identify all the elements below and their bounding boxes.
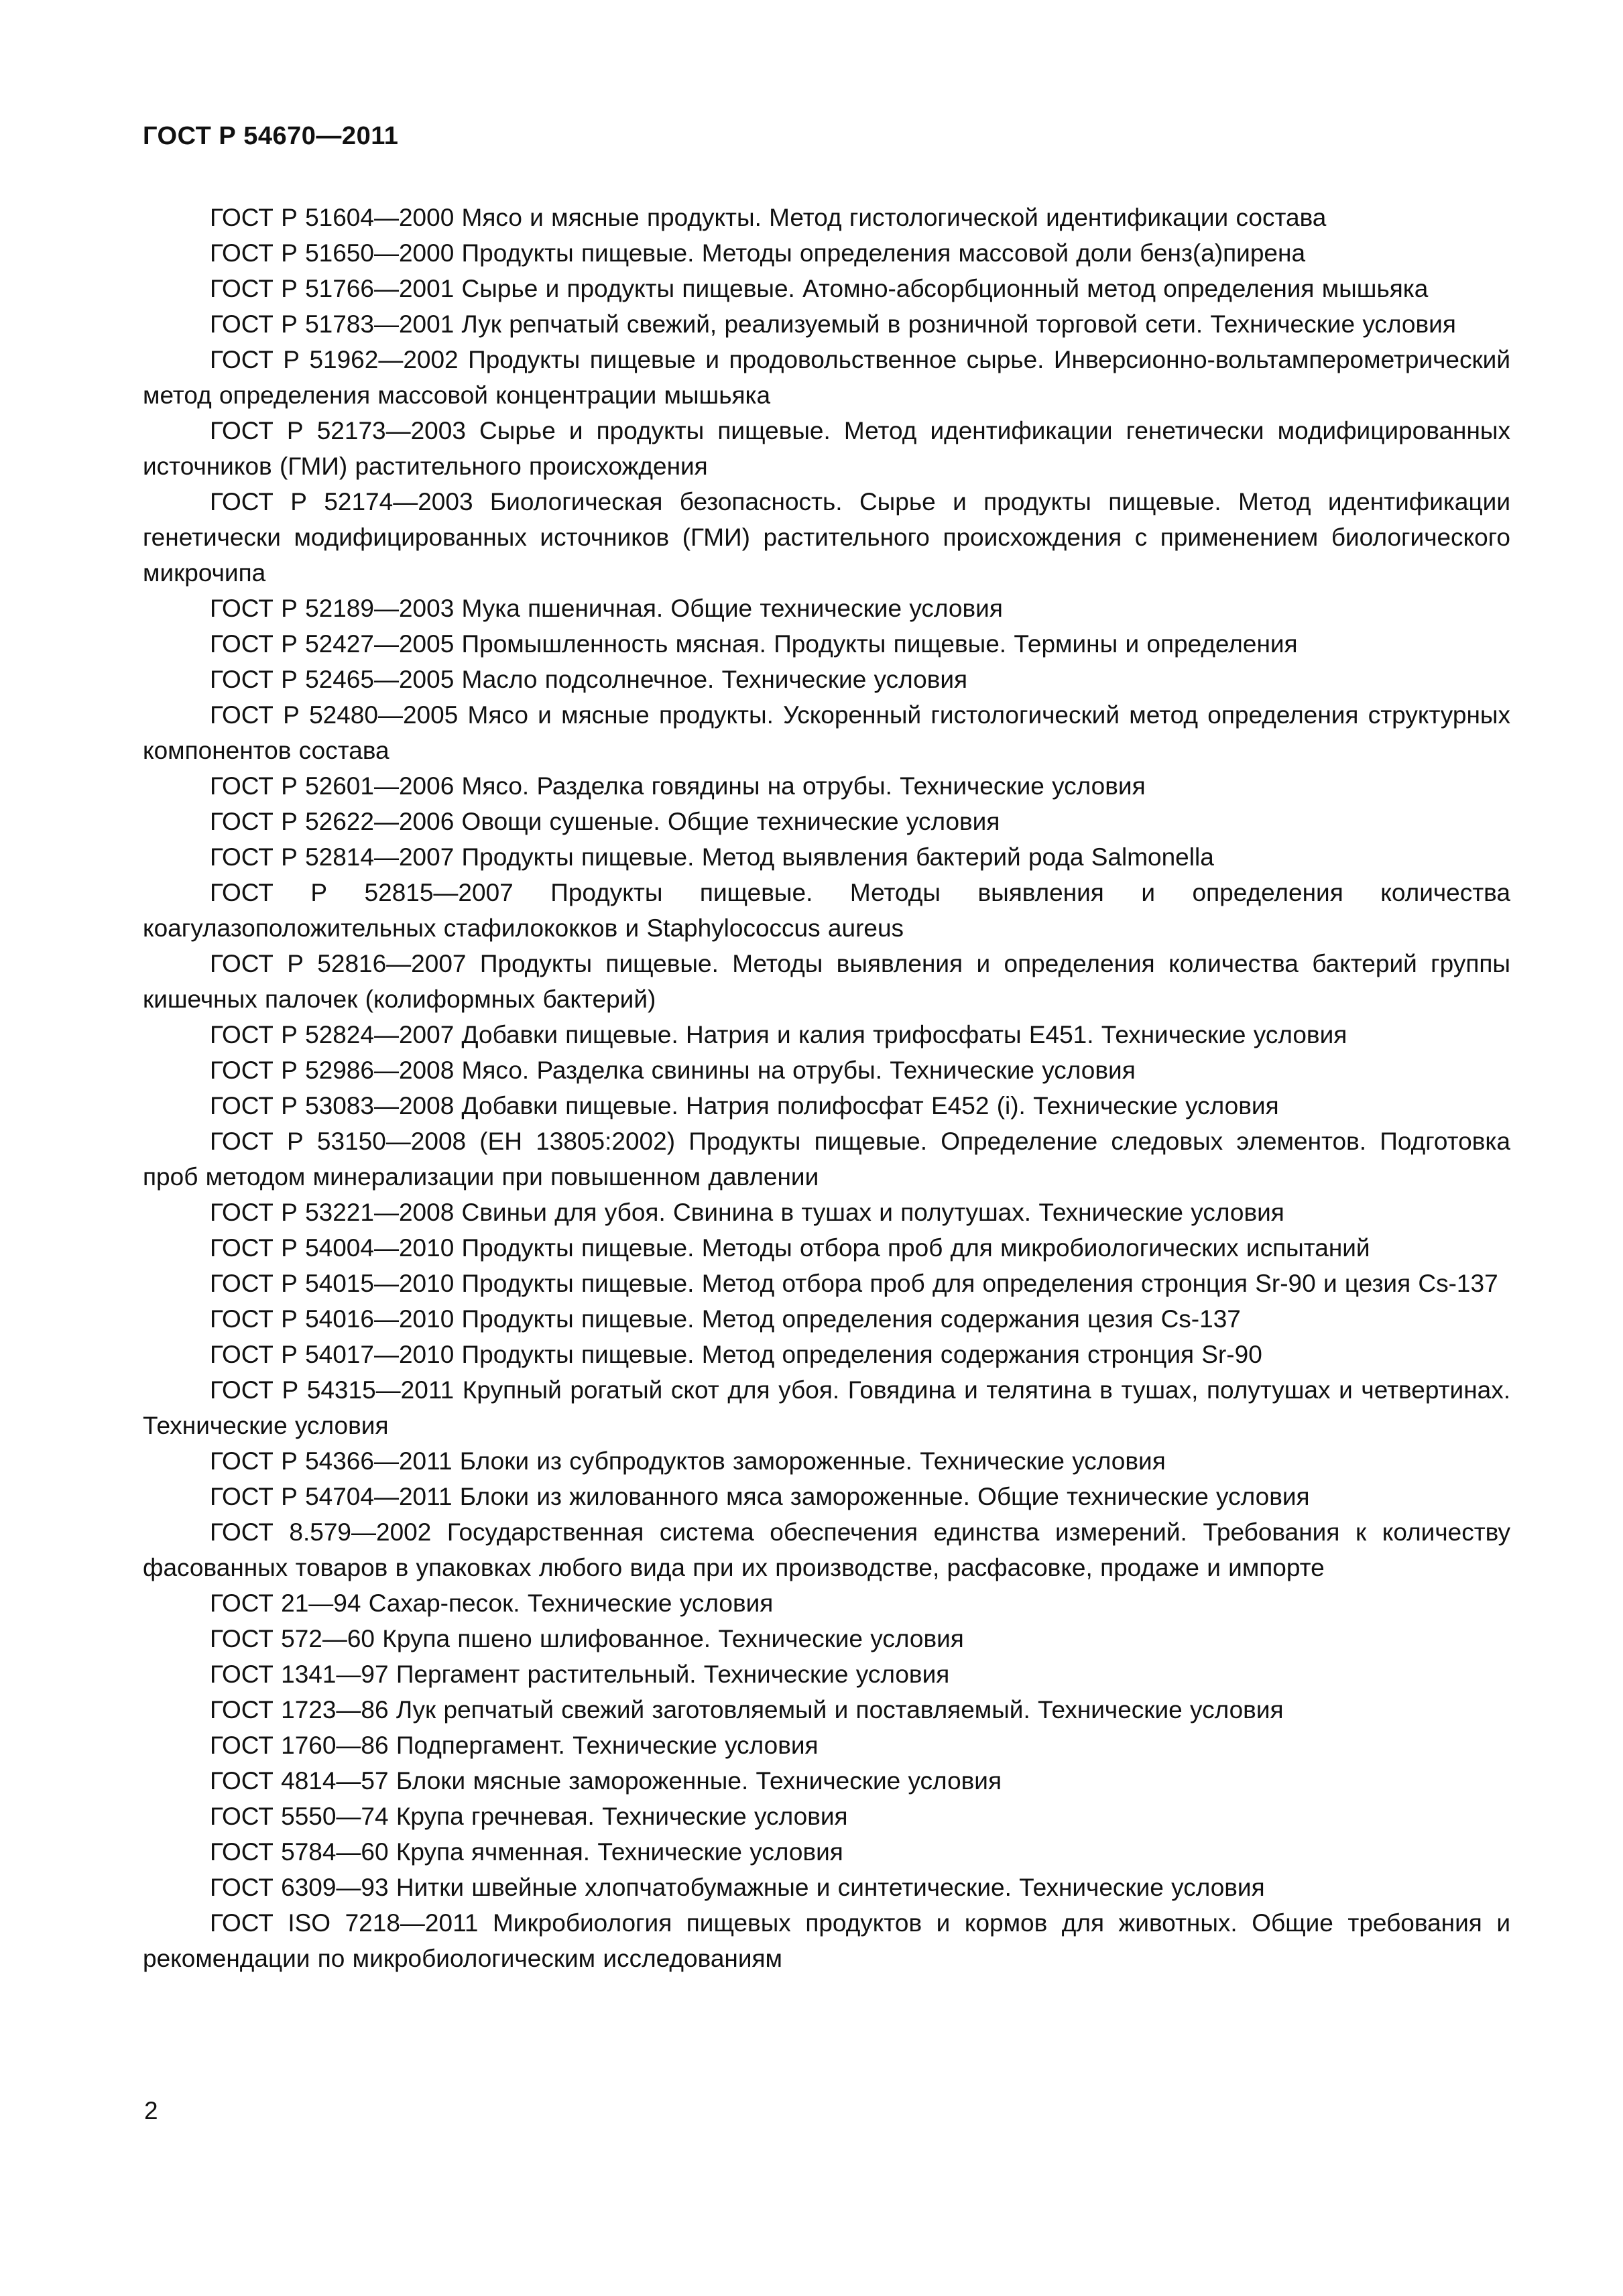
reference-entry: ГОСТ 6309—93 Нитки швейные хлопчатобумажные и синтетические. Технические условия bbox=[210, 1874, 1265, 1901]
reference-entry: ГОСТ Р 54017—2010 Продукты пищевые. Метод определения содержания стронция Sr-90 bbox=[210, 1341, 1262, 1368]
reference-entry: ГОСТ ISO 7218—2011 Микробиология пищевых продуктов и кормов для животных. Общие требования и рекомендации по микробиологическим исследованиям bbox=[143, 1909, 1510, 1972]
reference-entry: ГОСТ Р 52814—2007 Продукты пищевые. Метод выявления бактерий рода Salmonella bbox=[210, 843, 1214, 871]
reference-entry: ГОСТ Р 54366—2011 Блоки из субпродуктов замороженные. Технические условия bbox=[210, 1447, 1166, 1475]
reference-entry: ГОСТ 8.579—2002 Государственная система обеспечения единства измерений. Требования к количеству фасованных товаров в упаковках любого вида при их производстве, расфасовке, продаже и импорте bbox=[143, 1518, 1510, 1581]
reference-entry: ГОСТ Р 52601—2006 Мясо. Разделка говядины на отрубы. Технические условия bbox=[210, 772, 1146, 800]
reference-entry: ГОСТ Р 51766—2001 Сырье и продукты пищевые. Атомно-абсорбционный метод определения мышьяка bbox=[210, 275, 1429, 302]
reference-entry: ГОСТ 5550—74 Крупа гречневая. Технические условия bbox=[210, 1803, 848, 1830]
reference-entry: ГОСТ 5784—60 Крупа ячменная. Технические условия bbox=[210, 1838, 843, 1866]
page-number: 2 bbox=[144, 2097, 158, 2124]
reference-entry: ГОСТ Р 52816—2007 Продукты пищевые. Методы выявления и определения количества бактерий группы кишечных палочек (колиформных бактерий) bbox=[143, 950, 1510, 1013]
reference-entry: ГОСТ Р 53150—2008 (ЕН 13805:2002) Продукты пищевые. Определение следовых элементов. Подготовка проб методом минерализации при повышенном давлении bbox=[143, 1128, 1510, 1191]
reference-entry: ГОСТ 1341—97 Пергамент растительный. Технические условия bbox=[210, 1660, 950, 1688]
reference-entry: ГОСТ Р 52174—2003 Биологическая безопасность. Сырье и продукты пищевые. Метод идентификации генетически модифицированных источников (ГМИ) растительного происхождения с применением биологического микрочипа bbox=[143, 488, 1510, 587]
reference-entry: ГОСТ Р 52189—2003 Мука пшеничная. Общие технические условия bbox=[210, 595, 1003, 622]
reference-entry: ГОСТ Р 54704—2011 Блоки из жилованного мяса замороженные. Общие технические условия bbox=[210, 1483, 1310, 1510]
reference-entry: ГОСТ 1723—86 Лук репчатый свежий заготовляемый и поставляемый. Технические условия bbox=[210, 1696, 1284, 1724]
reference-entry: ГОСТ Р 51650—2000 Продукты пищевые. Методы определения массовой доли бенз(а)пирена bbox=[210, 239, 1306, 267]
reference-entry: ГОСТ Р 51783—2001 Лук репчатый свежий, реализуемый в розничной торговой сети. Технические условия bbox=[210, 310, 1456, 338]
reference-entry: ГОСТ Р 54016—2010 Продукты пищевые. Метод определения содержания цезия Cs-137 bbox=[210, 1305, 1241, 1333]
reference-entry: ГОСТ Р 52173—2003 Сырье и продукты пищевые. Метод идентификации генетически модифицированных источников (ГМИ) растительного происхождения bbox=[143, 417, 1510, 480]
document-footer bbox=[144, 2097, 158, 2125]
reference-entry: ГОСТ Р 52824—2007 Добавки пищевые. Натрия и калия трифосфаты Е451. Технические условия bbox=[210, 1021, 1347, 1048]
reference-entry: ГОСТ Р 54315—2011 Крупный рогатый скот для убоя. Говядина и телятина в тушах, полутушах и четвертинах. Технические условия bbox=[143, 1376, 1510, 1439]
reference-entry: ГОСТ Р 54004—2010 Продукты пищевые. Методы отбора проб для микробиологических испытаний bbox=[210, 1234, 1370, 1262]
reference-entry: ГОСТ 572—60 Крупа пшено шлифованное. Технические условия bbox=[210, 1625, 964, 1652]
reference-entry: ГОСТ Р 51962—2002 Продукты пищевые и продовольственное сырье. Инверсионно-вольтамперометрический метод определения массовой концентрации мышьяка bbox=[143, 346, 1510, 409]
reference-entry: ГОСТ Р 53221—2008 Свиньи для убоя. Свинина в тушах и полутушах. Технические условия bbox=[210, 1199, 1284, 1226]
reference-entry: ГОСТ Р 52986—2008 Мясо. Разделка свинины на отрубы. Технические условия bbox=[210, 1056, 1136, 1084]
reference-entry: ГОСТ Р 54015—2010 Продукты пищевые. Метод отбора проб для определения стронция Sr-90 и цезия Cs-137 bbox=[210, 1270, 1498, 1297]
reference-entry: ГОСТ Р 51604—2000 Мясо и мясные продукты. Метод гистологической идентификации состава bbox=[210, 204, 1327, 231]
references-list bbox=[143, 200, 1510, 1976]
document-header bbox=[143, 122, 398, 151]
reference-entry: ГОСТ Р 52480—2005 Мясо и мясные продукты. Ускоренный гистологический метод определения структурных компонентов состава bbox=[143, 701, 1510, 764]
reference-entry: ГОСТ 1760—86 Подпергамент. Технические условия bbox=[210, 1732, 819, 1759]
reference-entry: ГОСТ Р 52622—2006 Овощи сушеные. Общие технические условия bbox=[210, 808, 1000, 835]
reference-entry: ГОСТ Р 53083—2008 Добавки пищевые. Натрия полифосфат Е452 (i). Технические условия bbox=[210, 1092, 1279, 1120]
standard-number: ГОСТ Р 54670—2011 bbox=[143, 122, 399, 150]
reference-entry: ГОСТ 4814—57 Блоки мясные замороженные. Технические условия bbox=[210, 1767, 1002, 1795]
reference-entry: ГОСТ 21—94 Сахар-песок. Технические условия bbox=[210, 1589, 774, 1617]
reference-entry: ГОСТ Р 52465—2005 Масло подсолнечное. Технические условия bbox=[210, 666, 968, 693]
reference-entry: ГОСТ Р 52815—2007 Продукты пищевые. Методы выявления и определения количества коагулазоположительных стафилококков и Staphylococcus aureus bbox=[143, 879, 1510, 942]
reference-entry: ГОСТ Р 52427—2005 Промышленность мясная. Продукты пищевые. Термины и определения bbox=[210, 630, 1298, 658]
